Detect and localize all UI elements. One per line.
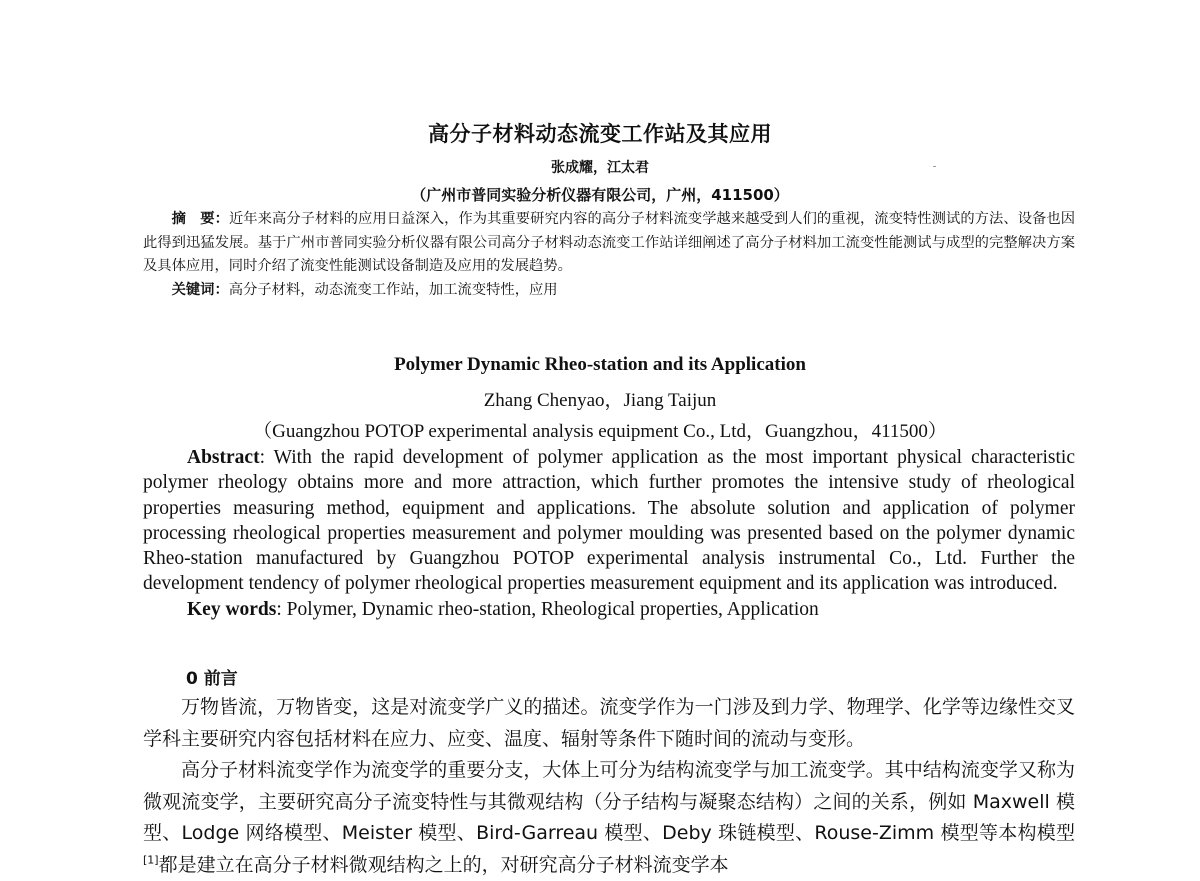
paper-title-en: Polymer Dynamic Rheo-station and its Application	[394, 354, 806, 375]
abstract-en-paragraph	[143, 445, 1075, 597]
section-heading: 0 前言	[186, 669, 238, 689]
abstract-en-label: Abstract	[187, 447, 260, 468]
body-text: 都是建立在高分子材料微观结构之上的，对研究高分子材料流变学本	[158, 853, 729, 876]
authors-en: Zhang Chenyao，Jiang Taijun	[483, 390, 717, 411]
section-body	[143, 692, 1075, 881]
abstract-cn-text: 近年来高分子材料的应用日益深入，作为其重要研究内容的高分子材料流变学越来越受到人们的重视，流变特性测试的方法、设备也因此得到迅猛发展。基于广州市普同实验分析仪器有限公司高分子材料动态流变工作站详细阐述了高分子材料加工流变性能测试与成型的完整解决方案及具体应用，同时介绍了流变性能测试设备制造及应用的发展趋势。	[143, 211, 1076, 274]
authors-cn: 张成耀，江太君	[551, 160, 649, 176]
keywords-cn-text: 高分子材料，动态流变工作站，加工流变特性，应用	[228, 281, 558, 298]
keywords-cn-label: 关键词：	[171, 281, 229, 298]
abstract-en-text: : With the rapid development of polymer application as the most important physical characteristic polymer rheology obtains more and more attraction, which further promotes the intensive study of rheological properties measuring method, equipment and applications. The absolute solution and application of polymer processing rheological properties measurement and polymer moulding was presented based on the polymer dynamic Rheo-station manufactured by Guangzhou POTOP experimental analysis instrumental Co., Ltd. Further the development tendency of polymer rheological properties measurement equipment and its application was introduced.	[143, 447, 1075, 595]
paper-title-cn: 高分子材料动态流变工作站及其应用	[428, 122, 772, 146]
body-paragraph	[143, 755, 1075, 881]
keywords-en-label: Key words	[187, 598, 277, 620]
abstract-cn-label: 摘 要：	[171, 211, 229, 227]
keywords-en-text: : Polymer, Dynamic rheo-station, Rheological properties, Application	[276, 598, 819, 620]
scan-artifact	[933, 166, 936, 167]
affiliation-cn: （广州市普同实验分析仪器有限公司，广州，411500）	[411, 186, 789, 204]
abstract-en	[143, 445, 1075, 622]
body-text: 高分子材料流变学作为流变学的重要分支，大体上可分为结构流变学与加工流变学。其中结构流变学又称为微观流变学，主要研究高分子流变特性与其微观结构（分子结构与凝聚态结构）之间的关系，例如 Maxwell 模型、Lodge 网络模型、Meister 模型、Bird-Garreau 模型、Deby 珠链模型、Rouse-Zimm 模型等本构模型	[143, 759, 1075, 844]
affiliation-en: （Guangzhou POTOP experimental analysis equipment Co., Ltd，Guangzhou，411500）	[253, 421, 947, 442]
citation-ref[interactable]: [1]	[143, 853, 159, 867]
keywords-en	[143, 597, 1075, 622]
keywords-cn	[143, 279, 1075, 303]
abstract-cn	[143, 208, 1075, 302]
abstract-cn-paragraph	[143, 208, 1075, 279]
body-paragraph: 万物皆流，万物皆变，这是对流变学广义的描述。流变学作为一门涉及到力学、物理学、化学等边缘性交叉学科主要研究内容包括材料在应力、应变、温度、辐射等条件下随时间的流动与变形。	[143, 696, 1075, 750]
